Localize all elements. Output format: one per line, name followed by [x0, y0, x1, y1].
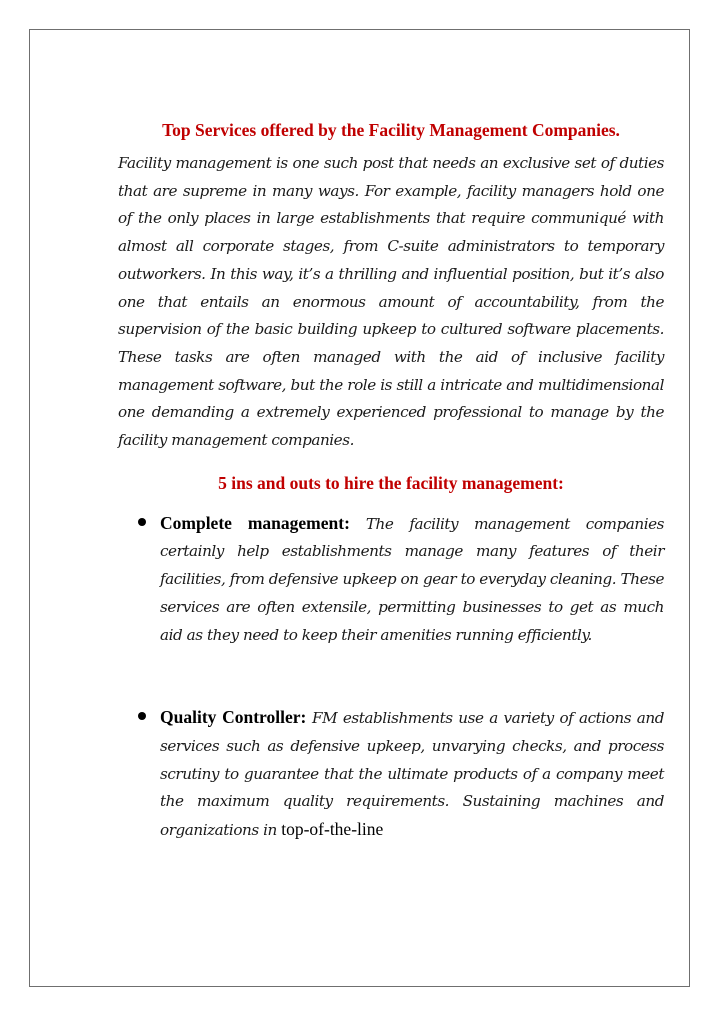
list-item-heading: Quality Controller:: [160, 707, 307, 728]
bullet-icon: [138, 712, 146, 720]
list-item-heading: Complete management:: [160, 512, 350, 533]
document-content: [118, 116, 664, 845]
list-item-text: [160, 704, 664, 845]
document-title: Top Services offered by the Facility Management Companies.: [162, 120, 620, 140]
list-item-body: The facility management companies certainly help establishments manage many features of their facilities, from defensive upkeep on gear to everyday cleaning. These services are often extensile, permitting businesses to get as much aid as they need to keep their amenities running efficiently.: [160, 514, 665, 644]
section-subtitle: 5 ins and outs to hire the facility management:: [218, 472, 564, 493]
intro-paragraph: Facility management is one such post that needs an exclusive set of duties that are supreme in many ways. For example, facility managers hold one of the only places in large establishments that require communiqué with almost all corporate stages, from C-suite administrators to temporary outworkers. In this way, it’s a thrilling and influential position, but it’s also one that entails an enormous amount of accountability, from the supervision of the basic building upkeep to cultured software placements. These tasks are often managed with the aid of inclusive facility management software, but the role is still a intricate and multidimensional one demanding a extremely experienced professional to manage by the facility management companies.: [118, 154, 664, 450]
services-list: [118, 510, 664, 845]
list-item-text: [160, 510, 664, 650]
document-page: [29, 29, 690, 987]
list-item: [118, 704, 664, 845]
list-item: [118, 510, 664, 650]
list-item-body: FM establishments use a variety of actions and services such as defensive upkeep, unvarying checks, and process scrutiny to guarantee that the ultimate products of a company meet the maximum quality requirements. Sustaining machines and organizations in: [160, 709, 664, 840]
bullet-icon: [138, 518, 146, 526]
list-item-tail: top-of-the-line: [281, 819, 384, 840]
